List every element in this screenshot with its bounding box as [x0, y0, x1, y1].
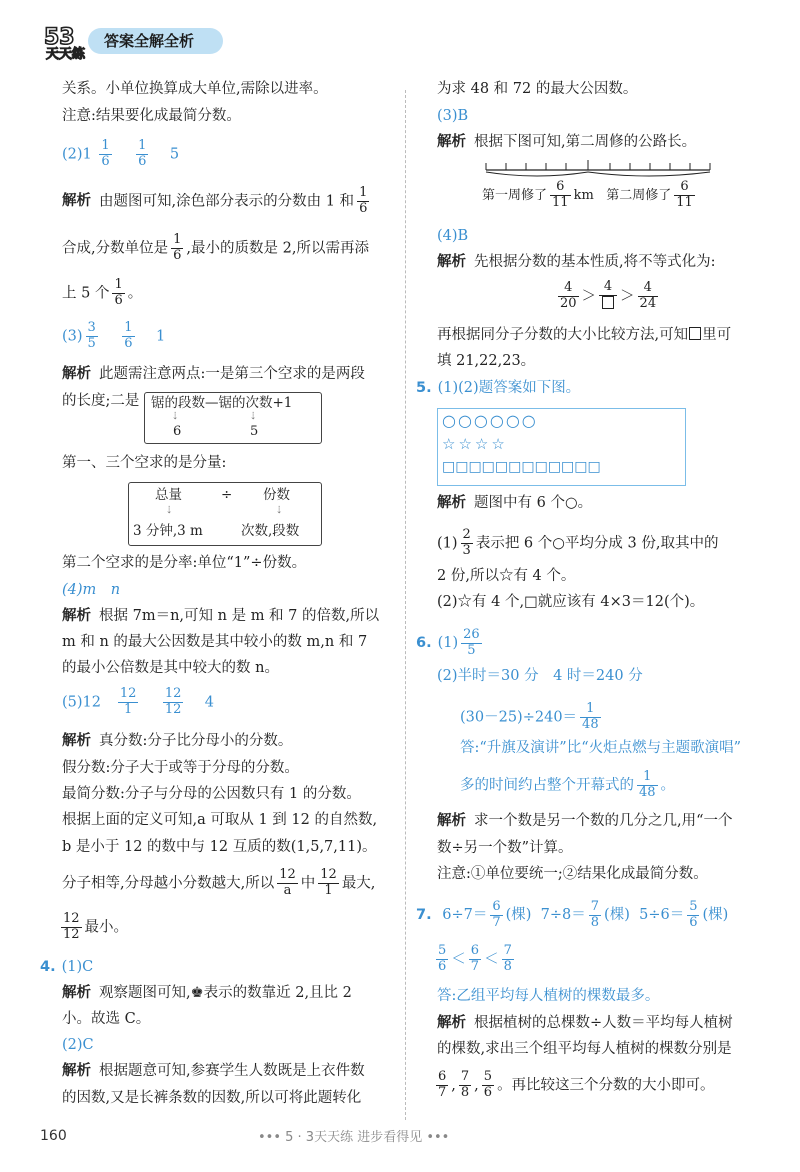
answer-7-compare: $\frac{5}{6}$ ＜ $\frac{6}{7}$ ＜ $\frac{7}{8}$	[438, 943, 512, 974]
right-line-1: 为求 48 和 72 的最大公因数。	[437, 81, 638, 97]
analysis-4-1a: 解析 观察题图可知,♚表示的数靠近 2,且比 2	[62, 985, 352, 1001]
answer-6-calc: (30－25)÷240＝ $\frac{1}{48}$	[460, 701, 599, 732]
analysis-3d: 第二个空求的是分率:单位“1”÷份数。	[62, 555, 307, 571]
saw-value-b: 5	[250, 424, 259, 439]
answer-6-b: 多的时间约占整个开幕式的 $\frac{1}{48}$ 。	[460, 769, 676, 800]
parts-value: 次数,段数	[241, 523, 300, 539]
analysis-5c: 最简分数:分子与分母的公因数只有 1 的分数。	[62, 786, 361, 802]
answer-4-4: (4)B	[437, 228, 469, 244]
svg-text:天天练: 天天练	[46, 47, 86, 62]
analysis-3a: 解析 此题需注意两点:一是第三个空求的是两段	[62, 366, 365, 382]
analysis-3b: 的长度;二是	[62, 393, 140, 409]
analysis-5b: 假分数:分子大于或等于分母的分数。	[62, 760, 299, 776]
question-4: 4. (1)C	[40, 959, 94, 975]
question-6: 6. (1) $\frac{26}{5}$	[416, 627, 480, 658]
analysis-5f: 分子相等,分母越小分数越大,所以 $\frac{12}{a}$ 中 $\frac{12}{1}$ 最大,	[62, 867, 376, 898]
circles-row: ○○○○○○	[442, 411, 538, 430]
squares-row: □□□□□□□□□□□□	[442, 459, 601, 475]
answer-6-a: 答:“升旗及演讲”比“火炬点燃与主题歌演唱”	[460, 740, 742, 756]
analysis-4-2b: 的因数,又是长裤条数的因数,所以可将此题转化	[62, 1090, 362, 1106]
saw-formula-box	[144, 392, 322, 444]
arrow-down-icon: ⇣	[171, 411, 180, 422]
answer-3: (3) $\frac{3}{5}$ $\frac{1}{6}$ 1	[62, 320, 166, 351]
question-5: 5. (1)(2)题答案如下图。	[416, 380, 581, 396]
analysis-2c: 上 5 个 $\frac{1}{6}$ 。	[62, 277, 143, 308]
answer-5: (5)12 $\frac{12}{1}$ $\frac{12}{12}$ 4	[62, 686, 215, 717]
left-line-1: 关系。小单位换算成大单位,需除以进率。	[62, 81, 328, 97]
inequality: $\frac{4}{20}$ ＞ 4 ＞ $\frac{4}{24}$	[560, 279, 657, 311]
analysis-7a: 解析 根据植树的总棵数÷人数＝平均每人植树	[437, 1015, 733, 1031]
answer-7: 答:乙组平均每人植树的棵数最多。	[437, 988, 660, 1004]
saw-formula: 锯的段数—锯的次数+1	[151, 395, 293, 411]
analysis-4-4c: 填 21,22,23。	[437, 353, 536, 369]
answer-4: (4)m n	[62, 582, 121, 598]
svg-text:53: 53	[44, 25, 75, 50]
analysis-5-c: 2 份,所以☆有 4 个。	[437, 568, 576, 584]
analysis-5a: 解析 真分数:分子比分母小的分数。	[62, 733, 293, 749]
quantity-formula-box	[128, 482, 322, 546]
header-title: 答案全解全析	[104, 32, 195, 50]
analysis-5d: 根据上面的定义可知,a 可取从 1 到 12 的自然数,	[62, 812, 378, 828]
answer-figure-5	[437, 408, 686, 486]
question-7: 7. 6÷7＝ $\frac{6}{7}$ (棵) 7÷8＝ $\frac{7}{8}$ (棵) 5÷6＝ $\frac{5}{6}$ (棵)	[416, 899, 729, 930]
analysis-4-3: 解析 根据下图可知,第二周修的公路长。	[437, 134, 697, 150]
analysis-4a: 解析 根据 7m＝n,可知 n 是 m 和 7 的倍数,所以	[62, 608, 380, 624]
analysis-4-2a: 解析 根据题意可知,参赛学生人数既是上衣件数	[62, 1063, 365, 1079]
analysis-2a: 解析 由题图可知,涂色部分表示的分数由 1 和 $\frac{1}{6}$	[62, 185, 368, 216]
answer-6-2: (2)半时＝30 分 4 时＝240 分	[437, 668, 643, 684]
analysis-2b: 合成,分数单位是 $\frac{1}{6}$ ,最小的质数是 2,所以需再添	[62, 232, 369, 263]
column-divider	[405, 90, 406, 1120]
arrow-down-icon: ⇣	[249, 411, 258, 422]
analysis-5e: b 是小于 12 的数中与 12 互质的数(1,5,7,11)。	[62, 839, 377, 855]
divide-sign: ÷	[221, 487, 233, 503]
left-line-2: 注意:结果要化成最简分数。	[62, 108, 241, 124]
answer-2: (2)1 $\frac{1}{6}$ $\frac{1}{6}$ 5	[62, 138, 180, 169]
analysis-7c: $\frac{6}{7}$ , $\frac{7}{8}$ , $\frac{5}{6}$ 。再比较这三个分数的大小即可。	[438, 1069, 715, 1100]
analysis-3c: 第一、三个空求的是分量:	[62, 455, 227, 471]
answer-4-3: (3)B	[437, 108, 469, 124]
analysis-7b: 的棵数,求出三个组平均每人植树的棵数分别是	[437, 1041, 732, 1057]
analysis-6b: 数÷另一个数”计算。	[437, 840, 573, 856]
total-value: 3 分钟,3 m	[133, 523, 203, 539]
road-labels: 第一周修了 $\frac{6}{11}$ km 第二周修了 $\frac{6}{11}$	[482, 179, 693, 210]
arrow-down-icon: ⇣	[165, 505, 174, 516]
logo	[40, 20, 92, 62]
analysis-4c: 的最小公倍数是其中较大的数 n。	[62, 660, 279, 676]
answer-4-2: (2)C	[62, 1037, 94, 1053]
saw-value-a: 6	[173, 424, 182, 439]
analysis-5-b: (1) $\frac{2}{3}$ 表示把 6 个○平均分成 3 份,取其中的	[437, 527, 719, 558]
parts-label: 份数	[263, 487, 290, 503]
analysis-4-4b: 再根据同分子分数的大小比较方法,可知 里可	[437, 327, 732, 343]
analysis-6a: 解析 求一个数是另一个数的几分之几,用“一个	[437, 813, 733, 829]
analysis-5g: $\frac{12}{12}$ 最小。	[63, 911, 129, 942]
stars-row: ☆☆☆☆	[442, 435, 508, 453]
analysis-4-1b: 小。故选 C。	[62, 1011, 151, 1027]
footer-slogan: ••• 5 · 3天天练 进步看得见 •••	[258, 1130, 450, 1145]
analysis-5-a: 解析 题图中有 6 个○。	[437, 495, 593, 511]
page-number: 160	[40, 1128, 67, 1144]
analysis-5-d: (2)☆有 4 个,□就应该有 4×3＝12(个)。	[437, 594, 705, 610]
analysis-4b: m 和 n 的最大公因数是其中较小的数 m,n 和 7	[62, 634, 368, 650]
analysis-4-4: 解析 先根据分数的基本性质,将不等式化为:	[437, 254, 716, 270]
arrow-down-icon: ⇣	[275, 505, 284, 516]
total-label: 总量	[155, 487, 182, 503]
analysis-6c: 注意:①单位要统一;②结果化成最简分数。	[437, 866, 708, 882]
